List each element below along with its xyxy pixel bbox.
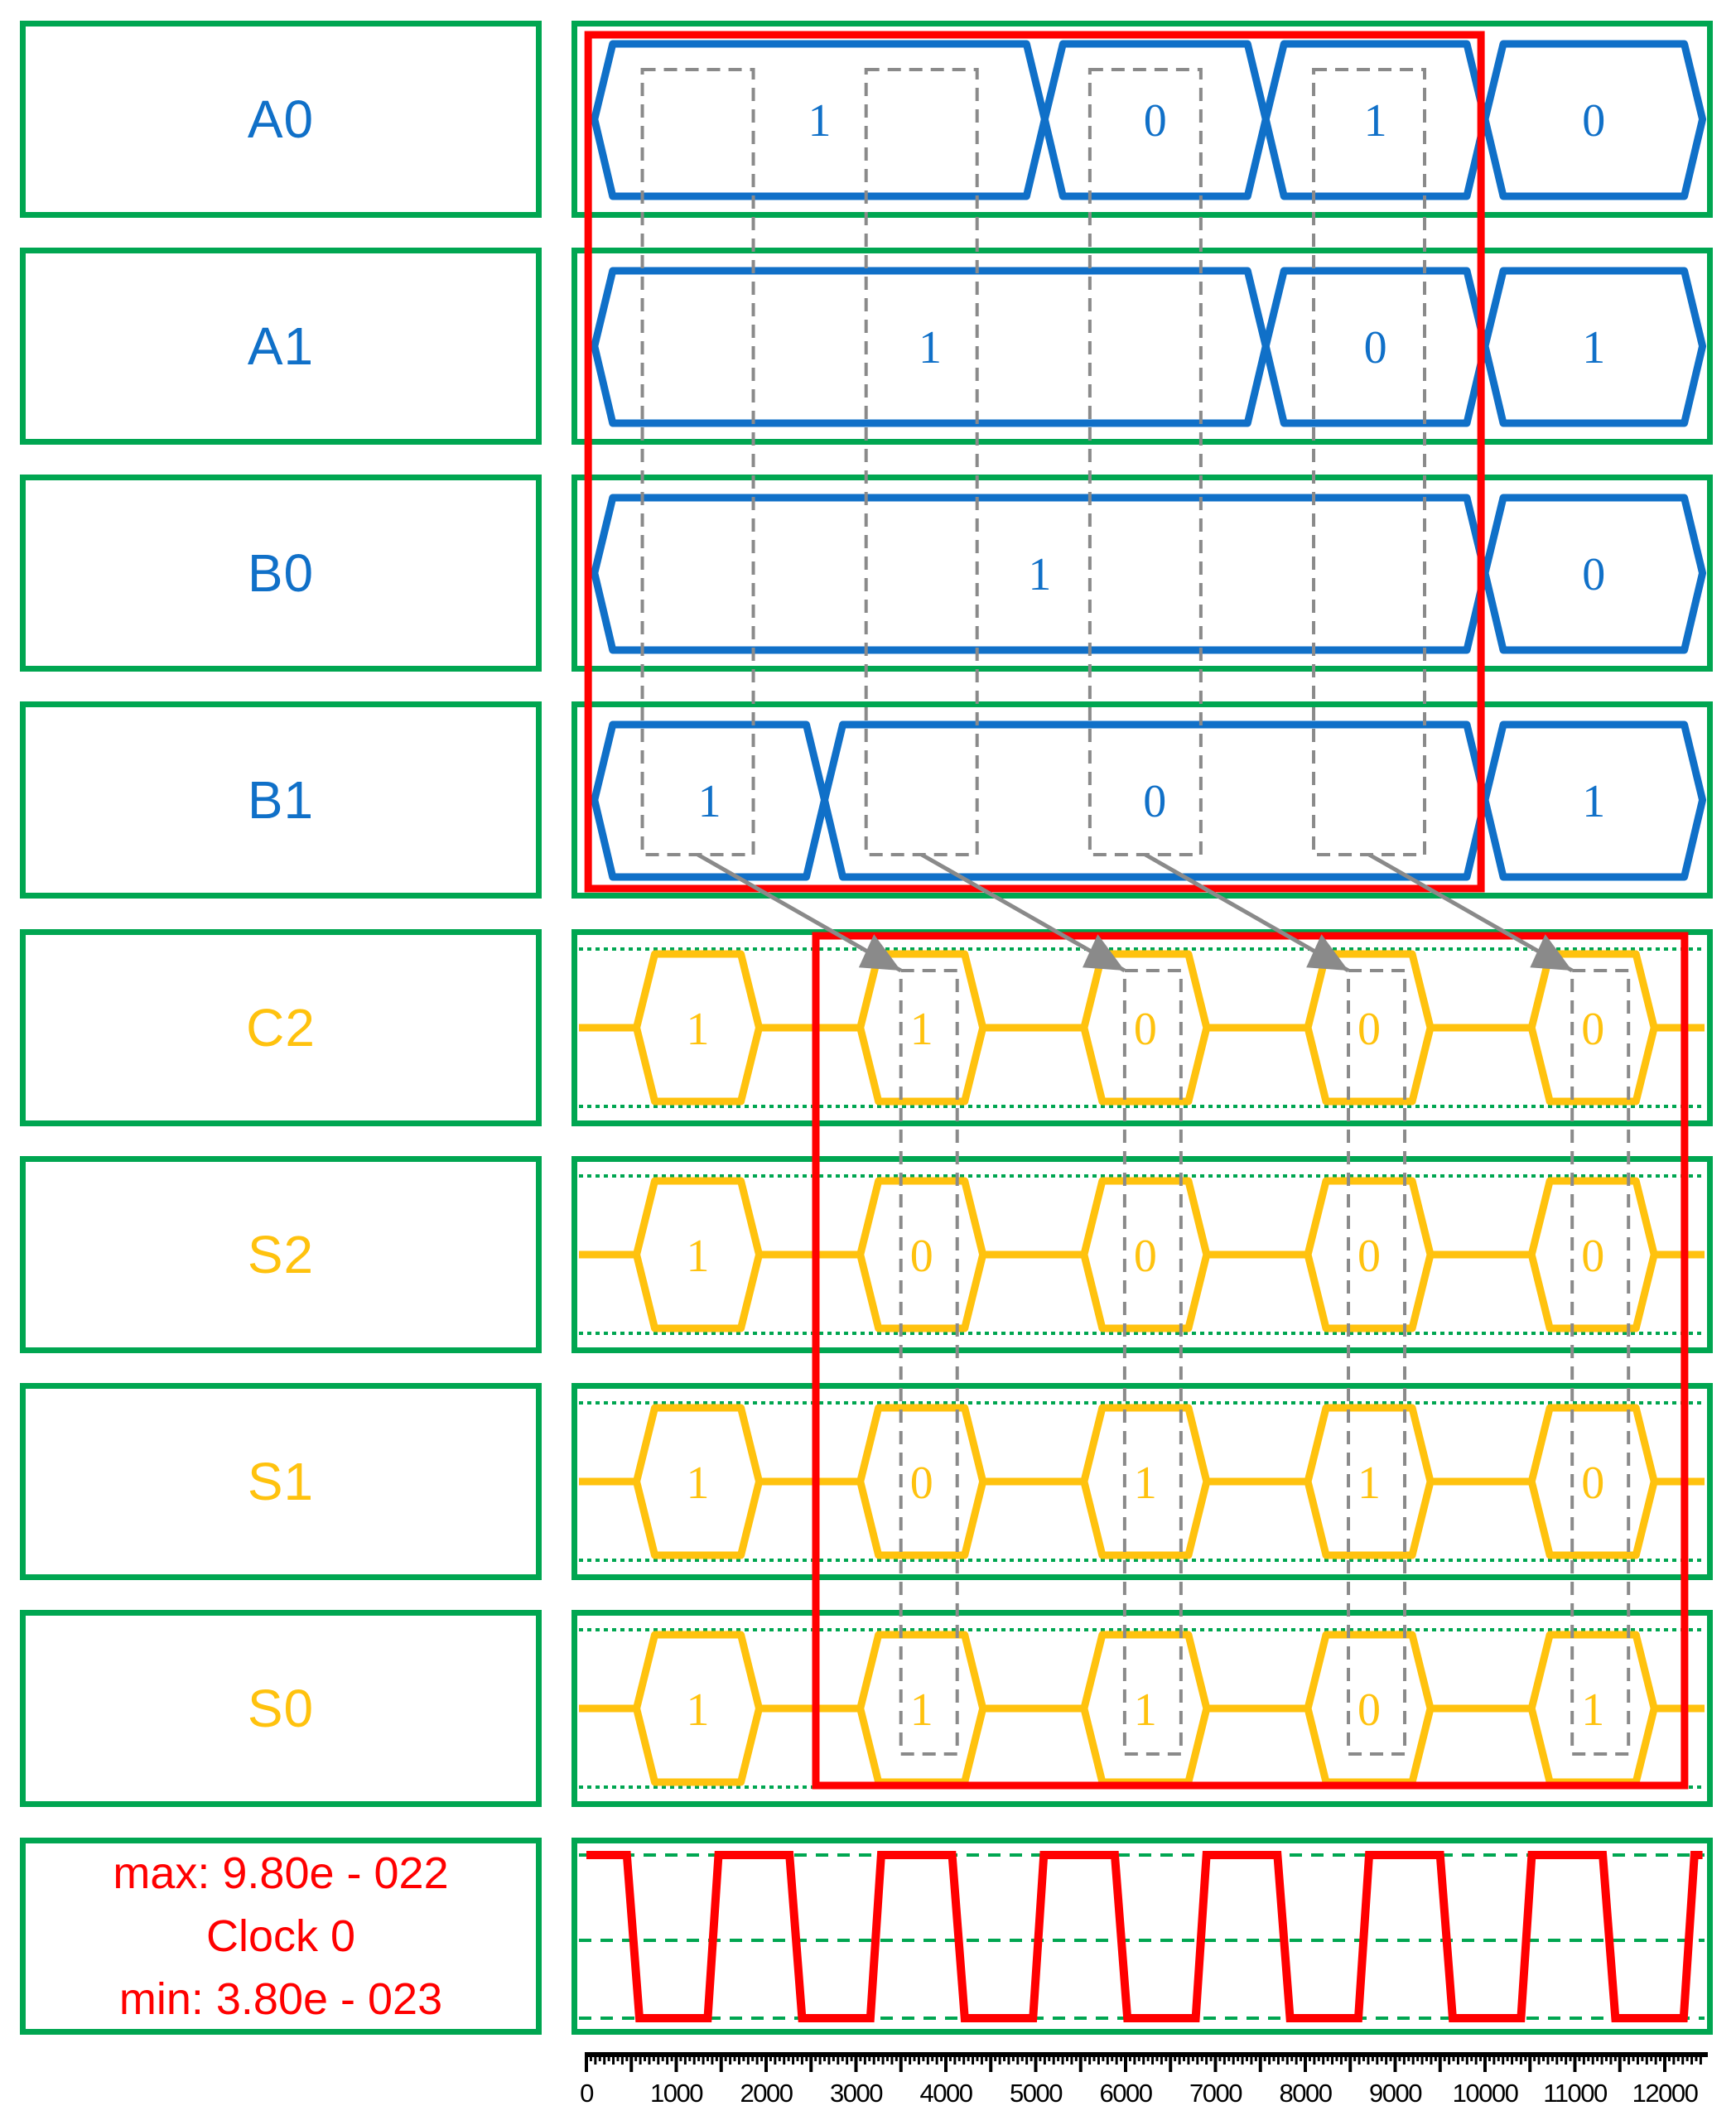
axis-tick-label: 11000	[1543, 2079, 1607, 2108]
clock-title: Clock 0	[205, 1911, 356, 1961]
axis-tick-label: 6000	[1099, 2079, 1152, 2108]
pulse-value: 1	[1581, 1684, 1605, 1736]
clock-wave-clock	[579, 1855, 1705, 2018]
pulse-wave-s1	[579, 1403, 1705, 1560]
input-sample-window	[1090, 70, 1201, 855]
bus-value: 1	[1363, 95, 1387, 147]
pulse-value: 0	[909, 1231, 933, 1282]
pulse-value: 1	[1357, 1458, 1382, 1509]
pulse-value: 1	[909, 1684, 933, 1736]
signal-name-b1: B1	[247, 770, 315, 830]
signal-name-b0: B0	[247, 543, 315, 603]
pulse-value: 0	[1581, 1458, 1605, 1509]
bus-value: 0	[1143, 776, 1167, 827]
highlight-box-outputs	[816, 936, 1685, 1785]
bus-value: 1	[808, 95, 832, 147]
bus-value: 0	[1582, 95, 1606, 147]
input-sample-window	[1314, 70, 1425, 855]
axis-tick-label: 12000	[1632, 2079, 1698, 2108]
pulse-value: 0	[1357, 1004, 1382, 1055]
bus-wave-b0	[595, 498, 1703, 650]
bus-value: 1	[1028, 549, 1052, 600]
bus-wave-a1	[595, 271, 1703, 423]
clock-trace	[586, 1855, 1703, 2018]
pulse-value: 0	[1133, 1004, 1157, 1055]
input-sample-window	[643, 70, 754, 855]
bus-value: 0	[1582, 549, 1606, 600]
pulse-value: 0	[1133, 1231, 1157, 1282]
signal-name-s0: S0	[247, 1679, 315, 1738]
bus-value: 1	[1582, 776, 1606, 827]
axis-tick-label: 1000	[650, 2079, 702, 2108]
axis-tick-label: 7000	[1189, 2079, 1242, 2108]
axis-tick-label: 2000	[740, 2079, 793, 2108]
pulse-value: 0	[1357, 1231, 1382, 1282]
pulse-value: 1	[1133, 1458, 1157, 1509]
axis-tick-label: 8000	[1279, 2079, 1332, 2108]
axis-tick-label: 3000	[830, 2079, 882, 2108]
signal-name-a1: A1	[247, 316, 315, 376]
pulse-wave-s0	[579, 1630, 1705, 1787]
pulse-value: 1	[686, 1231, 710, 1282]
pulse-wave-c2	[579, 949, 1705, 1106]
input-sample-window	[866, 70, 977, 855]
bus-wave-a0	[595, 44, 1703, 196]
pulse-value: 1	[1133, 1684, 1157, 1736]
time-axis	[580, 2055, 1708, 2108]
pulse-value: 1	[686, 1458, 710, 1509]
pulse-value: 1	[909, 1004, 933, 1055]
bus-value: 1	[697, 776, 721, 827]
signal-name-s2: S2	[247, 1225, 315, 1284]
pulse-value: 1	[686, 1684, 710, 1736]
pulse-value: 0	[909, 1458, 933, 1509]
bus-value: 0	[1363, 322, 1387, 373]
signal-name-s1: S1	[247, 1452, 315, 1511]
pulse-value: 0	[1581, 1231, 1605, 1282]
axis-tick-label: 9000	[1369, 2079, 1421, 2108]
bus-value: 1	[1582, 322, 1606, 373]
clock-max-label: max: 9.80e - 022	[113, 1848, 449, 1898]
bus-value: 1	[919, 322, 943, 373]
pulse-value: 1	[686, 1004, 710, 1055]
signal-name-a0: A0	[247, 89, 315, 149]
clock-min-label: min: 3.80e - 023	[118, 1974, 443, 2024]
axis-tick-label: 5000	[1010, 2079, 1062, 2108]
pulse-wave-s2	[579, 1176, 1705, 1333]
axis-tick-label: 4000	[919, 2079, 972, 2108]
signal-name-c2: C2	[246, 998, 316, 1058]
pulse-value: 0	[1581, 1004, 1605, 1055]
bus-value: 0	[1143, 95, 1167, 147]
pulse-value: 0	[1357, 1684, 1382, 1736]
axis-tick-label: 0	[580, 2079, 593, 2108]
axis-tick-label: 10000	[1452, 2079, 1518, 2108]
